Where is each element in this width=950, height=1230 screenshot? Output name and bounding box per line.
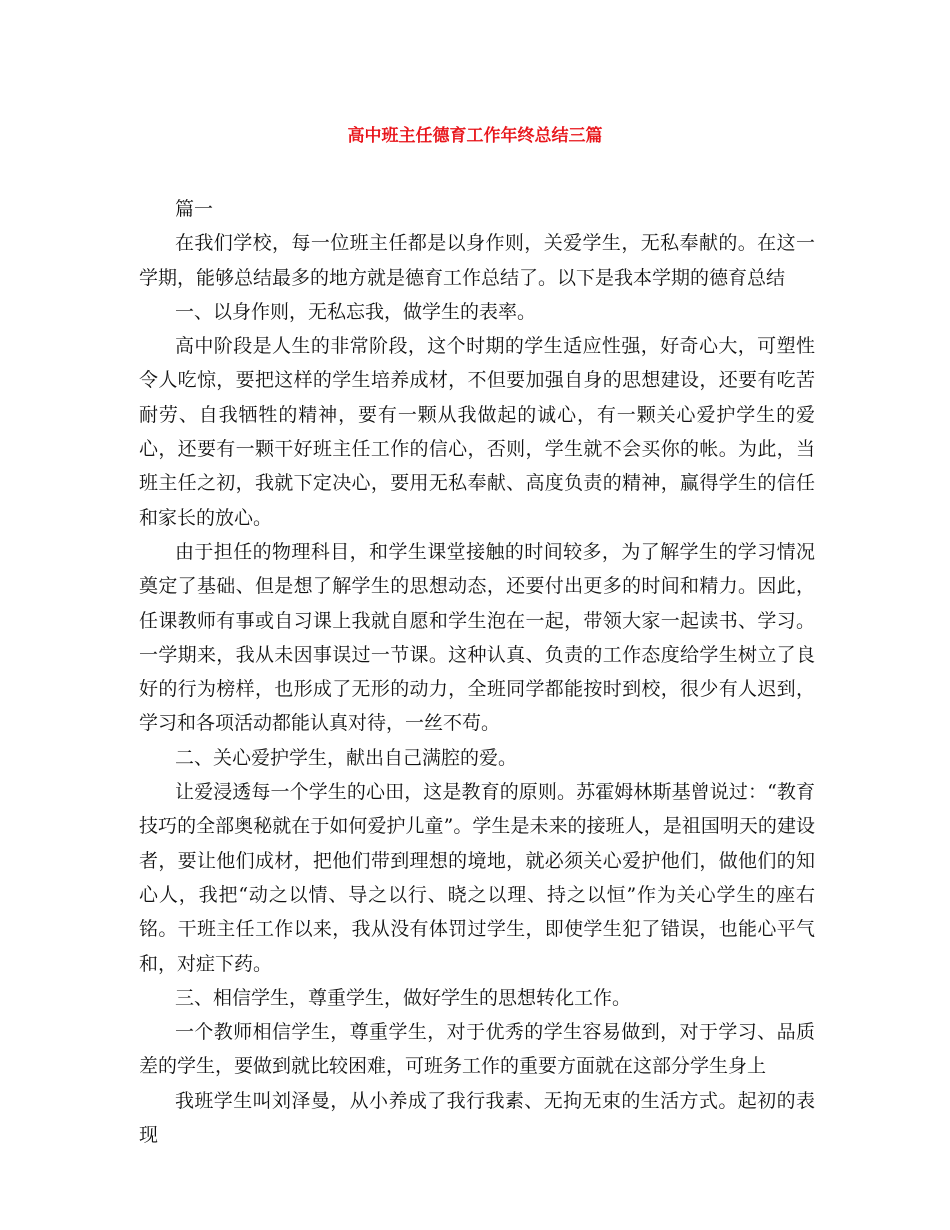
body-paragraph: 由于担任的物理科目，和学生课堂接触的时间较多，为了解学生的学习情况奠定了基础、但是想了解学生的思想动态，还要付出更多的时间和精力。因此，任课教师有事或自习课上我就自愿和学生泡在一起，带领大家一起读书、学习。一学期来，我从未因事误过一节课。这种认真、负责的工作态度给学生树立了良好的行为榜样，也形成了无形的动力，全班同学都能按时到校，很少有人迟到，学习和各项活动都能认真对待，一丝不苟。	[139, 540, 815, 735]
body-paragraph: 一个教师相信学生，尊重学生，对于优秀的学生容易做到，对于学习、品质差的学生，要做到就比较困难，可班务工作的重要方面就在这部分学生身上	[139, 1021, 815, 1078]
document-body	[139, 192, 815, 1152]
body-paragraph: 我班学生叫刘泽曼，从小养成了我行我素、无拘无束的生活方式。起初的表现	[139, 1089, 815, 1147]
body-paragraph: 让爱浸透每一个学生的心田，这是教育的原则。苏霍姆林斯基曾说过：“教育技巧的全部奥秘就在于如何爱护儿童”。学生是未来的接班人，是祖国明天的建设者，要让他们成材，把他们带到理想的境地，就必须关心爱护他们，做他们的知心人，我把“动之以情、导之以行、晓之以理、持之以恒”作为关心学生的座右铭。干班主任工作以来，我从没有体罚过学生，即使学生犯了错误，也能心平气和，对症下药。	[139, 781, 815, 975]
section-heading-3: 三、相信学生，尊重学生，做好学生的思想转化工作。	[175, 986, 632, 1009]
document-title: 高中班主任德育工作年终总结三篇	[347, 126, 603, 146]
intro-paragraph: 在我们学校，每一位班主任都是以身作则，关爱学生，无私奉献的。在这一学期，能够总结最多的地方就是德育工作总结了。以下是我本学期的德育总结	[139, 232, 815, 289]
section-label: 篇一	[175, 198, 214, 220]
body-paragraph: 高中阶段是人生的非常阶段，这个时期的学生适应性强，好奇心大，可塑性令人吃惊，要把这样的学生培养成材，不但要加强自身的思想建设，还要有吃苦耐劳、自我牺牲的精神，要有一颗从我做起的诚心，有一颗关心爱护学生的爱心，还要有一颗干好班主任工作的信心，否则，学生就不会买你的帐。为此，当班主任之初，我就下定决心，要用无私奉献、高度负责的精神，赢得学生的信任和家长的放心。	[139, 335, 815, 529]
section-heading-2: 二、关心爱护学生，献出自己满腔的爱。	[175, 746, 518, 769]
section-heading-1: 一、以身作则，无私忘我，做学生的表率。	[175, 300, 537, 323]
